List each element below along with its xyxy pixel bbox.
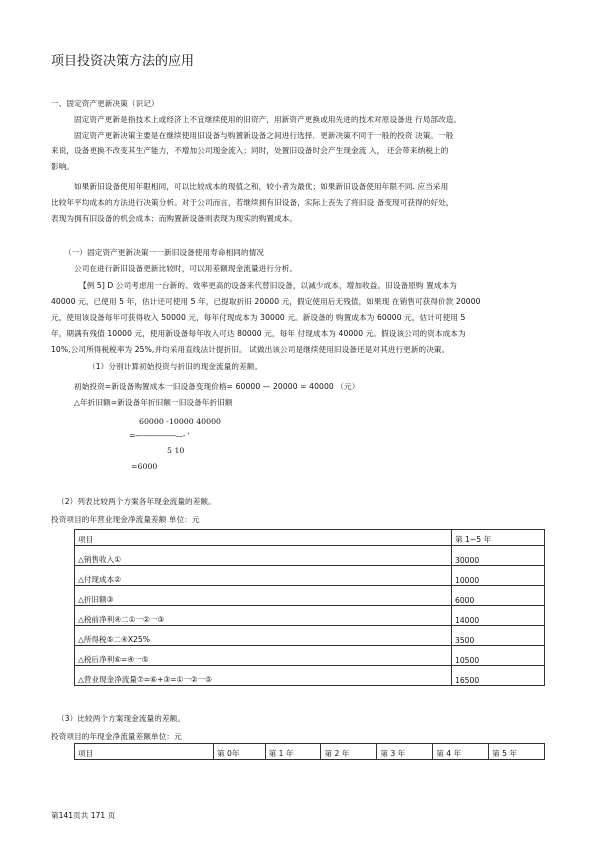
example-line: 40000 元，已使用 5 年，估计还可使用 5 年，已提取折旧 20000 元，假定使用后无残值，如果现 在销售可获得价款 20000 [51, 297, 481, 306]
table-row [75, 546, 545, 566]
table-cell: △折旧额③ [75, 586, 452, 606]
table-row [75, 646, 545, 666]
table-cell: △销售收入① [75, 546, 452, 566]
table-row [75, 586, 545, 606]
table-title: 投资项目的年现金净流量差额单位：元 [51, 732, 182, 741]
table-header-cell: 第 0年 [214, 744, 266, 760]
table-header-row [75, 530, 545, 546]
table-header-cell: 第 3 年 [377, 744, 433, 760]
table-header-cell: 第 4 年 [433, 744, 489, 760]
table-cell: 14000 [452, 606, 545, 626]
step-heading: （3）比较两个方案现金流量的差额。 [57, 714, 186, 723]
table-header-row [75, 744, 545, 760]
yearly-cashflow-table [74, 743, 545, 760]
example-line: 10%,公司所得税税率为 25%,并均采用直线法计提折旧。 试做出该公司是继续使用旧设备还是对其进行更新的决策。 [51, 345, 450, 354]
example-line: 元，使用该设备每年可获得收入 50000 元，每年付现成本为 30000 元。新设备的 购置成本为 60000 元，估计可使用 5 [51, 313, 466, 322]
fraction-bar: =-------------------—- ‘ [129, 431, 189, 440]
paragraph-line: 公司在进行新旧设备更新比较时，可以用差额现金流量进行分析。 [74, 264, 298, 273]
table-header-cell: 第 1 年 [265, 744, 321, 760]
section-heading: 一、固定资产更新决策（识记） [51, 99, 159, 108]
table-row [75, 666, 545, 686]
fraction-denominator: 5 10 [167, 446, 185, 455]
paragraph-line: 表现为拥有旧设备的机会成本；而购置新设备则表现为现实的购置成本。 [51, 214, 298, 223]
step-heading: （1）分别计算初始投资与折旧的现金流量的差额。 [88, 362, 263, 371]
table-cell: 6000 [452, 586, 545, 606]
table-cell: △付现成本② [75, 566, 452, 586]
cashflow-difference-table [74, 529, 545, 686]
table-header-cell: 第 5 年 [489, 744, 545, 760]
table-row [75, 626, 545, 646]
fraction-result: =6000 [131, 462, 158, 471]
table-header-cell: 项目 [75, 530, 452, 546]
table-cell: 10500 [452, 646, 545, 666]
example-line: 【例 5] D 公司考虑用一台新的、效率更高的设备来代替旧设备，以减少成本，增加收益。旧设备原购 置成本为 [79, 281, 457, 290]
paragraph-line: 如果新旧设备使用年限相同，可以比较成本的现值之和，较小者为最优；如果新旧设备使用年限不同. 应当采用 [74, 182, 449, 191]
paragraph-line: 固定资产更新是指技术上或经济上不宜继续使用的旧资产，用新资产更换或用先进的技术对原设备进 行局部改造。 [74, 115, 462, 124]
fraction-numerator: 60000 -10000 40000 [139, 417, 222, 426]
table-cell: △税后净利⑥=④一⑤ [75, 646, 452, 666]
table-cell: 3500 [452, 626, 545, 646]
table-cell: 10000 [452, 566, 545, 586]
paragraph-line: 来说，设备更换不改变其生产能力，不增加公司现金流入；同时，处置旧设备时会产生现金流 入， 还会带来纳税上的 [51, 146, 449, 155]
calculation-line: 初始投资=新设备购置成本一旧设备变现价格= 60000 — 20000 = 40000 （元） [74, 382, 360, 391]
paragraph-line: 影响。 [51, 162, 75, 171]
page-title: 项目投资决策方法的应用 [51, 54, 195, 69]
calculation-line: △年折旧额=新设备年折旧额一旧设备年折旧额 [74, 398, 233, 407]
paragraph-line: 固定资产更新决策主要是在继续使用旧设备与购置新设备之间进行选择．更新决策不同于一般的投资 决策。一般 [74, 131, 454, 140]
table-header-cell: 第 2 年 [321, 744, 377, 760]
table-cell: 30000 [452, 546, 545, 566]
table-cell: △所得税⑤二④X25% [75, 626, 452, 646]
table-cell: △营业现金净流量⑦=⑥+③=①一②一⑤ [75, 666, 452, 686]
table-cell: △税前净利④二①一②一③ [75, 606, 452, 626]
paragraph-line: 比较年平均成本的方法进行决策分析。对于公司而言，若继续拥有旧设备，实际上丧失了将旧设 备变现可获得的好处， [51, 198, 454, 207]
step-heading: （2）列表比较两个方案各年现金流量的差额。 [57, 497, 216, 506]
page-footer: 第141页共 171 页 [51, 811, 116, 820]
example-line: 年，期满有残值 10000 元，使用新设备每年收入可达 80000 元，每年 付现成本为 40000 元。假设该公司的资本成本为 [51, 329, 466, 338]
table-row [75, 566, 545, 586]
subsection-heading: （一）固定资产更新决策一一新旧设备使用寿命相同的情况 [64, 248, 265, 257]
table-header-cell: 第 1~5 年 [452, 530, 545, 546]
table-header-cell: 项目 [75, 744, 214, 760]
table-title: 投资项目的年营业现金净流量差额 单位：元 [51, 515, 200, 524]
table-row [75, 606, 545, 626]
table-cell: 16500 [452, 666, 545, 686]
